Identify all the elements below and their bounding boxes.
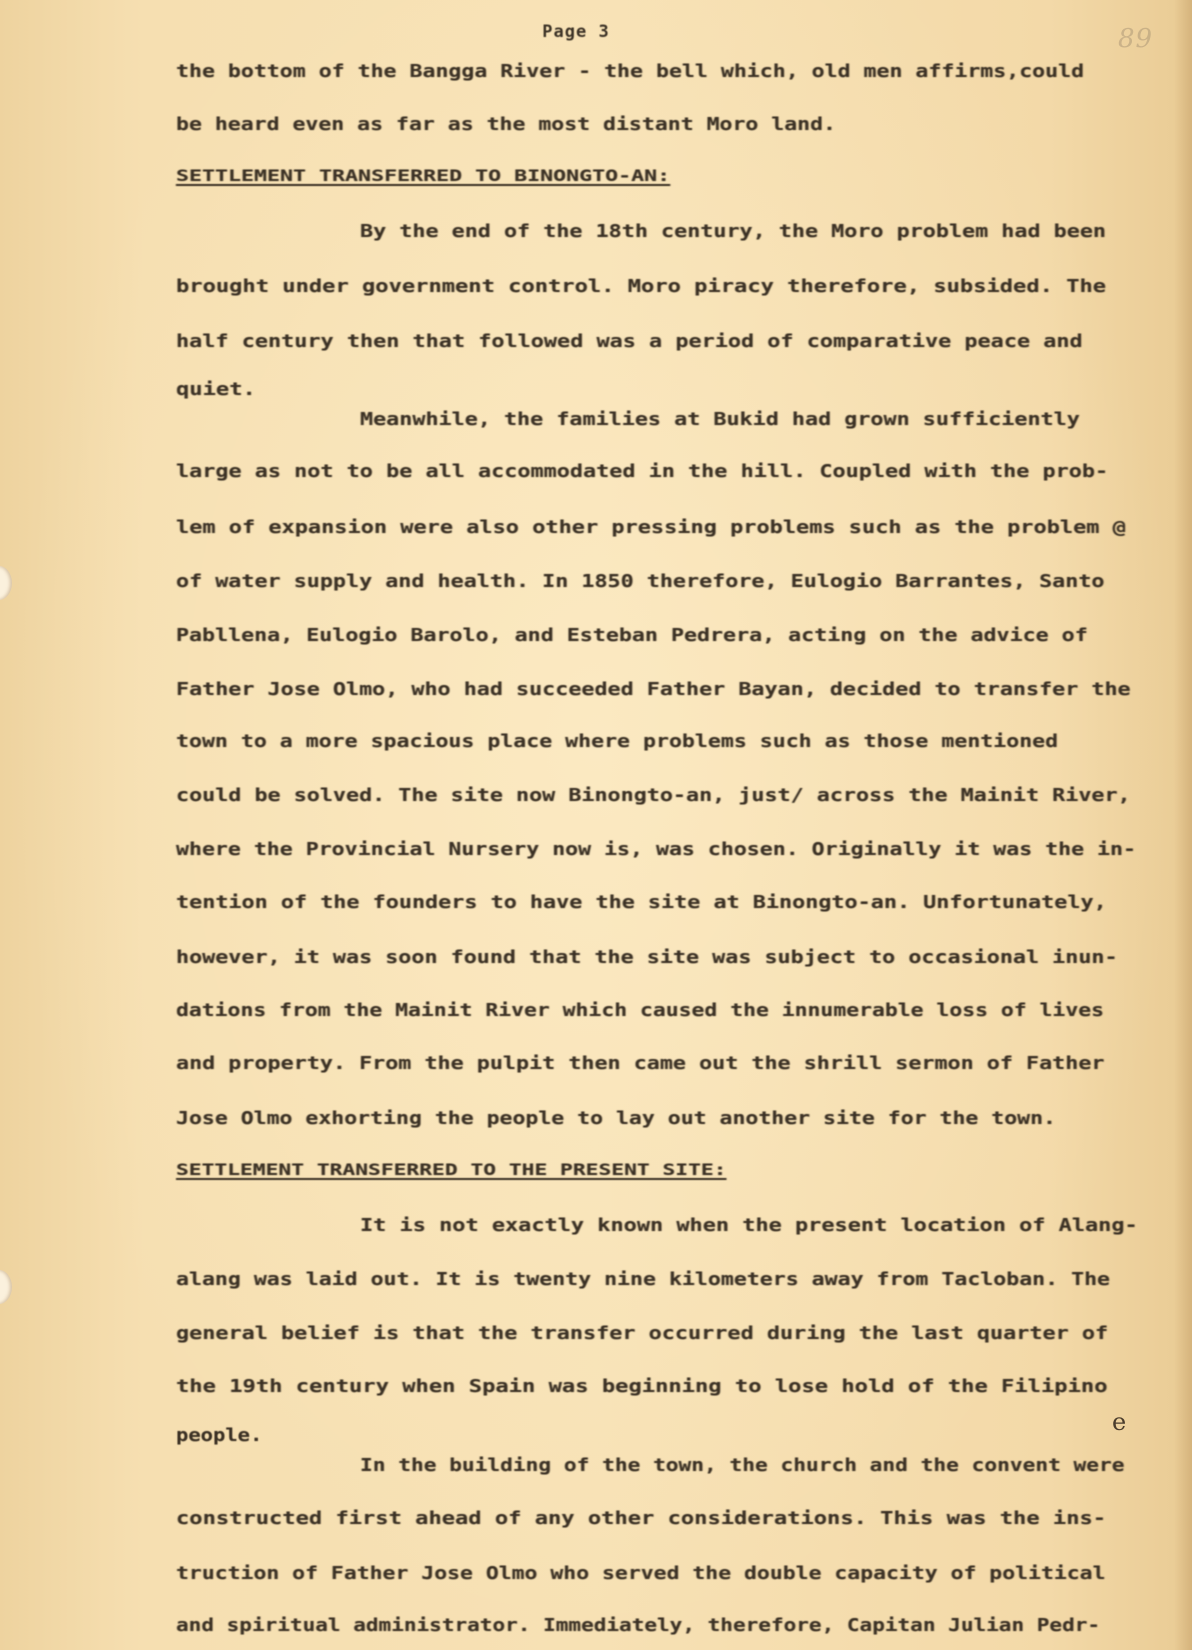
- text-line: By the end of the 18th century, the Moro problem had been: [360, 222, 1106, 242]
- text-line: It is not exactly known when the present location of Alang-: [360, 1216, 1138, 1236]
- text-line: the bottom of the Bangga River - the bell which, old men affirms,could: [176, 62, 1085, 82]
- text-line: however, it was soon found that the site was subject to occasional inun-: [176, 948, 1118, 968]
- text-line: half century then that followed was a period of comparative peace and: [176, 332, 1083, 352]
- text-line: the 19th century when Spain was beginning to lose hold of the Filipino: [176, 1377, 1108, 1397]
- text-line: alang was laid out. It is twenty nine kilometers away from Tacloban. The: [176, 1270, 1111, 1290]
- text-line: general belief is that the transfer occurred during the last quarter of: [176, 1324, 1109, 1344]
- page-header: Page 3: [542, 22, 610, 42]
- binder-punch-hole-top: [0, 566, 12, 600]
- text-line: Jose Olmo exhorting the people to lay out another site for the town.: [176, 1109, 1056, 1129]
- text-line: Pabllena, Eulogio Barolo, and Esteban Pedrera, acting on the advice of: [176, 626, 1088, 646]
- text-line: Meanwhile, the families at Bukid had grown sufficiently: [360, 410, 1080, 430]
- section-heading: SETTLEMENT TRANSFERRED TO THE PRESENT SITE:: [176, 1160, 727, 1179]
- text-line: and spiritual administrator. Immediately, therefore, Capitan Julian Pedr-: [176, 1616, 1101, 1636]
- text-line: Father Jose Olmo, who had succeeded Father Bayan, decided to transfer the: [176, 680, 1131, 700]
- section-heading: SETTLEMENT TRANSFERRED TO BINONGTO-AN:: [176, 166, 671, 185]
- text-line: lem of expansion were also other pressing problems such as the problem @: [176, 518, 1126, 538]
- folio-number: 89: [1118, 24, 1154, 54]
- text-line: In the building of the town, the church and the convent were: [360, 1456, 1125, 1476]
- text-line: and property. From the pulpit then came out the shrill sermon of Father: [176, 1054, 1105, 1074]
- text-line: could be solved. The site now Binongto-an, just/ across the Mainit River,: [176, 786, 1131, 806]
- binder-punch-hole-bottom: [0, 1270, 12, 1304]
- text-line: town to a more spacious place where problems such as those mentioned: [176, 732, 1059, 752]
- handwritten-correction-mark: e: [1112, 1408, 1127, 1436]
- text-line: truction of Father Jose Olmo who served the double capacity of political: [176, 1564, 1106, 1584]
- text-line: of water supply and health. In 1850 therefore, Eulogio Barrantes, Santo: [176, 572, 1105, 592]
- text-line: large as not to be all accommodated in the hill. Coupled with the prob-: [176, 462, 1109, 482]
- text-line: constructed first ahead of any other considerations. This was the ins-: [176, 1509, 1107, 1529]
- text-line: people.: [176, 1426, 263, 1446]
- text-line: be heard even as far as the most distant Moro land.: [176, 115, 837, 135]
- text-line: brought under government control. Moro piracy therefore, subsided. The: [176, 277, 1107, 297]
- text-line: quiet.: [176, 380, 256, 400]
- text-line: tention of the founders to have the site at Binongto-an. Unfortunately,: [176, 893, 1107, 913]
- text-line: where the Provincial Nursery now is, was chosen. Originally it was the in-: [176, 840, 1136, 860]
- page-edge-shadow: [1174, 0, 1192, 1650]
- text-line: dations from the Mainit River which caused the innumerable loss of lives: [176, 1001, 1104, 1021]
